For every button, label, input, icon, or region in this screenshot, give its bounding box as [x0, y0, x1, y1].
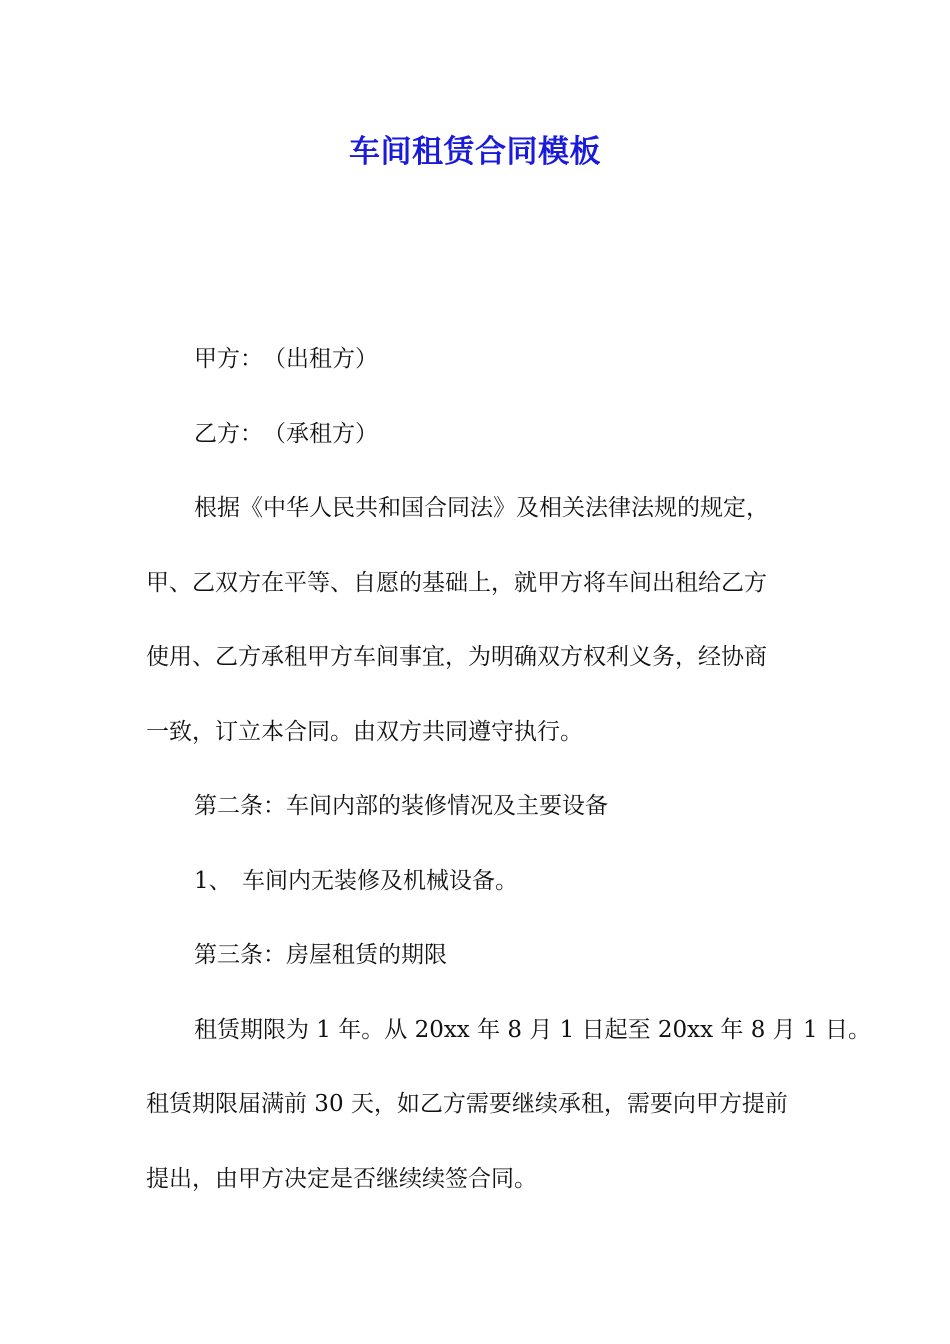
intro-paragraph-line: 一致，订立本合同。由双方共同遵守执行。 [146, 718, 583, 745]
article-2-item [146, 844, 836, 919]
intro-paragraph-line: 使用、乙方承租甲方车间事宜，为明确双方权利义务，经协商 [146, 644, 767, 670]
document-body [146, 322, 871, 1216]
document-title: 车间租赁合同模板 [349, 134, 601, 170]
article-2-heading: 第二条：车间内部的装修情况及主要设备 [194, 793, 608, 819]
party-b-line: 乙方： （承租方） [194, 420, 378, 447]
intro-paragraph-line: 甲、乙双方在平等、自愿的基础上，就甲方将车间出租给乙方 [146, 569, 767, 596]
article-3-paragraph-line: 租赁期限为 1 年。从 20xx 年 8 月 1 日起至 20xx 年 8 月 1 日。 [194, 1016, 871, 1043]
party-a-line: 甲方： （出租方） [194, 346, 378, 372]
article-3-heading: 第三条：房屋租赁的期限 [194, 942, 447, 968]
list-item-number: 1、 [194, 867, 232, 894]
intro-paragraph-line: 根据《中华人民共和国合同法》及相关法律法规的规定， [194, 495, 769, 521]
list-item-text: 车间内无装修及机械设备。 [242, 867, 518, 894]
article-3-paragraph-line: 租赁期限届满前 30 天，如乙方需要继续承租，需要向甲方提前 [146, 1091, 788, 1117]
article-3-paragraph-line: 提出，由甲方决定是否继续续签合同。 [146, 1165, 537, 1192]
